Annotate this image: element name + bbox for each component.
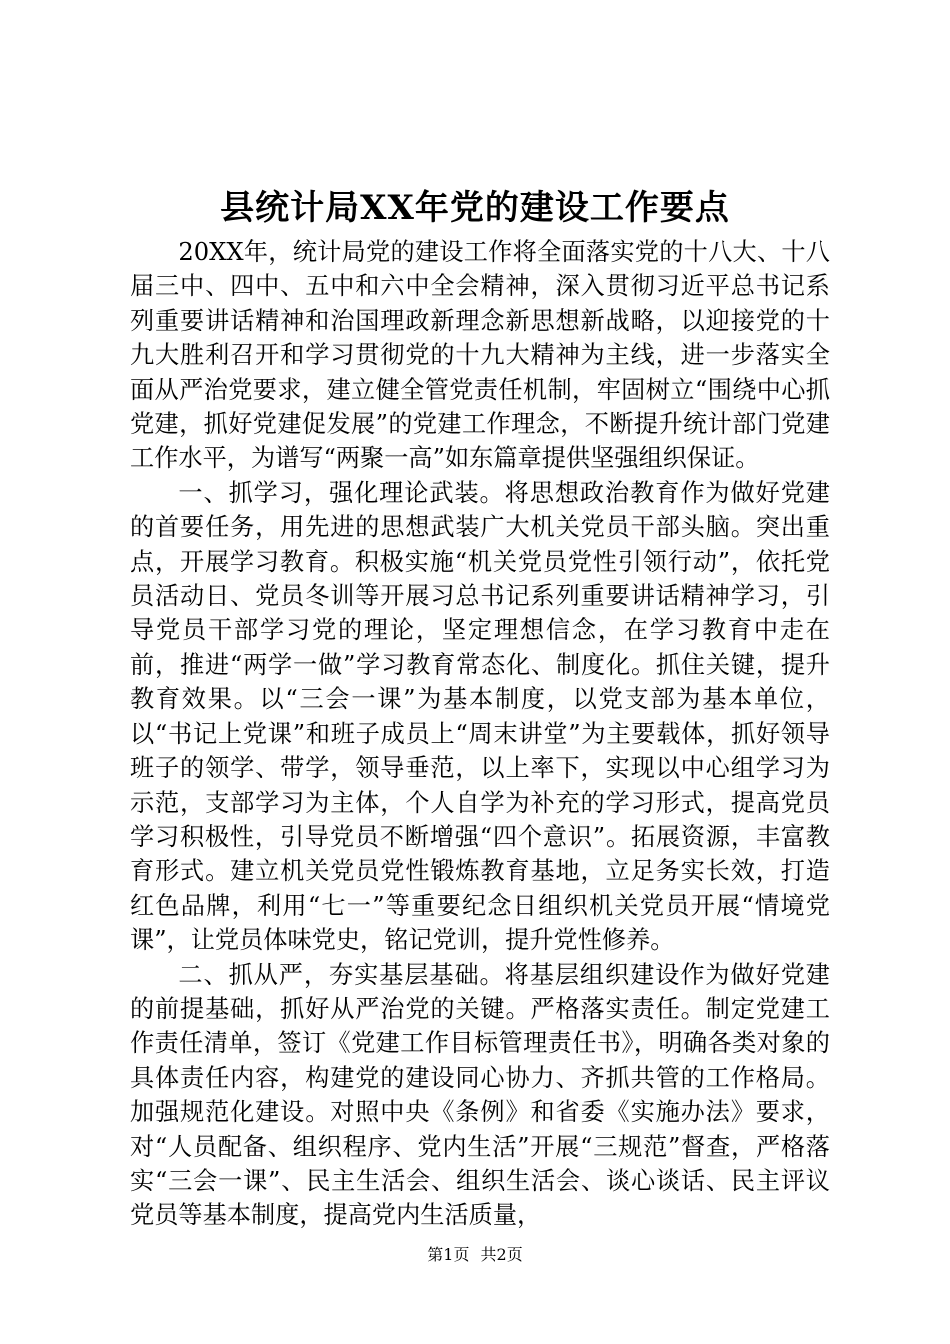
page-number-current: 第1页 bbox=[427, 1245, 470, 1264]
page-number-total: 共2页 bbox=[480, 1245, 523, 1264]
document-title: 县统计局XX年党的建设工作要点 bbox=[220, 188, 730, 228]
paragraph-section-2: 二、抓从严，夯实基层基础。将基层组织建设作为做好党建的前提基础，抓好从严治党的关键。严格落实责任。制定党建工作责任清单，签订《党建工作目标管理责任书》，明确各类对象的具体责任内容，构建党的建设同心协力、齐抓共管的工作格局。加强规范化建设。对照中央《条例》和省委《实施办法》要求，对“人员配备、组织程序、党内生活”开展“三规范”督查，严格落实“三会一课”、民主生活会、组织生活会、谈心谈话、民主评议党员等基本制度，提高党内生活质量， bbox=[130, 960, 830, 1230]
paragraph-intro: 20XX年，统计局党的建设工作将全面落实党的十八大、十八届三中、四中、五中和六中全会精神，深入贯彻习近平总书记系列重要讲话精神和治国理政新理念新思想新战略，以迎接党的十九大胜利召开和学习贯彻党的十九大精神为主线，进一步落实全面从严治党要求，建立健全管党责任机制，牢固树立“围绕中心抓党建，抓好党建促发展”的党建工作理念，不断提升统计部门党建工作水平，为谱写“两聚一高”如东篇章提供坚强组织保证。 bbox=[130, 238, 830, 473]
document-body bbox=[130, 235, 830, 1233]
paragraph-section-1: 一、抓学习，强化理论武装。将思想政治教育作为做好党建的首要任务，用先进的思想武装广大机关党员干部头脑。突出重点，开展学习教育。积极实施“机关党员党性引领行动”，依托党员活动日、党员冬训等开展习总书记系列重要讲话精神学习，引导党员干部学习党的理论，坚定理想信念，在学习教育中走在前，推进“两学一做”学习教育常态化、制度化。抓住关键，提升教育效果。以“三会一课”为基本制度，以党支部为基本单位，以“书记上党课”和班子成员上“周末讲堂”为主要载体，抓好领导班子的领学、带学，领导垂范，以上率下，实现以中心组学习为示范，支部学习为主体，个人自学为补充的学习形式，提高党员学习积极性，引导党员不断增强“四个意识”。拓展资源，丰富教育形式。建立机关党员党性锻炼教育基地，立足务实长效，打造红色品牌，利用“七一”等重要纪念日组织机关党员开展“情境党课”，让党员体味党史，铭记党训，提升党性修养。 bbox=[130, 478, 830, 955]
page-footer bbox=[0, 1244, 950, 1266]
